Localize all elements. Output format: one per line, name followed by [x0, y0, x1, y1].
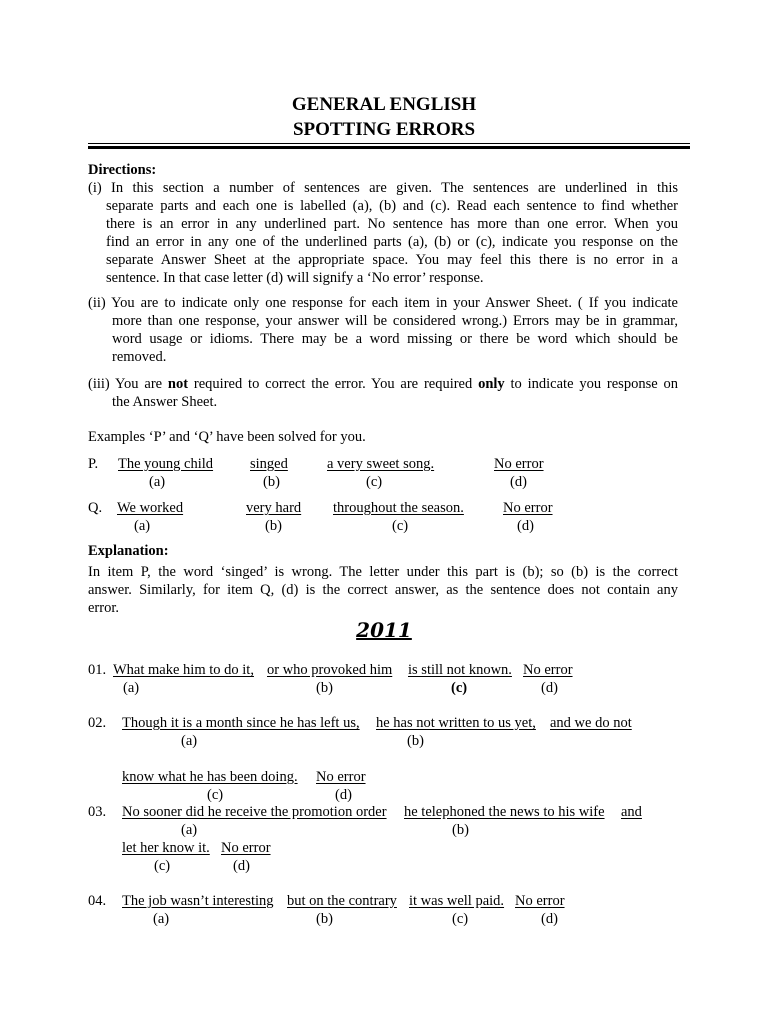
para1-line: sentence. In that case letter (d) will signify a ‘No error’ response. [106, 270, 484, 286]
q1-number: 01. [88, 662, 107, 678]
example-p-label: P. [88, 456, 99, 472]
para2-line: removed. [112, 349, 167, 365]
example-q-letter-a: (a) [134, 518, 151, 534]
title-rule-thick [88, 146, 690, 149]
example-q-part-a: We worked [117, 500, 184, 516]
para1-line: separate parts and each one is labelled (a), (b) and (c). Read each sentence to find whether [106, 198, 678, 214]
q2-part-b: he has not written to us yet, [376, 715, 536, 731]
q4-number: 04. [88, 893, 107, 909]
q1-part-b: or who provoked him [267, 662, 393, 678]
example-p-letter-b: (b) [263, 474, 280, 490]
q2-number: 02. [88, 715, 107, 731]
q4-letter-b: (b) [316, 911, 333, 927]
example-p-letter-d: (d) [510, 474, 527, 490]
q2-letter-d: (d) [335, 787, 352, 803]
directions-paragraph-2 [88, 294, 678, 366]
explanation-line: In item P, the word ‘singed’ is wrong. The letter under this part is (b); so (b) is the correct [88, 564, 678, 580]
example-q-letter-c: (c) [392, 518, 409, 534]
example-p-letter-c: (c) [366, 474, 383, 490]
example-p-part-a: The young child [118, 456, 214, 472]
para1-line: (i) In this section a number of sentences are given. The sentences are underlined in this [88, 180, 678, 196]
q2-letter-b: (b) [407, 733, 424, 749]
q4-part-d: No error [515, 893, 565, 909]
q4-letter-a: (a) [153, 911, 170, 927]
example-p-part-b: singed [250, 456, 288, 472]
para1-line: find an error in any one of the underlined parts (a), (b) or (c), indicate you response on the [106, 234, 678, 250]
explanation-heading: Explanation: [88, 543, 169, 559]
example-q-part-c: throughout the season. [333, 500, 464, 516]
q3-part-d: No error [221, 840, 271, 856]
example-q-part-b: very hard [246, 500, 302, 516]
q1-part-d: No error [523, 662, 573, 678]
q2-part-c-end: know what he has been doing. [122, 769, 298, 785]
explanation-line: error. [88, 600, 119, 616]
para1-line: separate Answer Sheet at the appropriate space. You may feel this there is no error in a [106, 252, 678, 268]
q4-letter-c: (c) [452, 911, 469, 927]
q3-part-c-end: let her know it. [122, 840, 210, 856]
example-p-part-c: a very sweet song. [327, 456, 435, 472]
para2-line: more than one response, your answer will be considered wrong.) Errors may be in grammar, [112, 313, 678, 329]
example-q-letter-d: (d) [517, 518, 534, 534]
q3-letter-b: (b) [452, 822, 469, 838]
directions-paragraph-1 [88, 179, 678, 287]
q3-letter-a: (a) [181, 822, 198, 838]
directions-heading: Directions: [88, 162, 157, 178]
q4-part-b: but on the contrary [287, 893, 397, 909]
para3-line: (iii) You are not required to correct the error. You are required only to indicate you response on [88, 376, 678, 392]
q3-letter-c: (c) [154, 858, 171, 874]
q2-part-c-start: and we do not [550, 715, 632, 731]
example-p-letter-a: (a) [149, 474, 166, 490]
q3-part-b: he telephoned the news to his wife [404, 804, 605, 820]
q3-number: 03. [88, 804, 107, 820]
emphasis-not: not [167, 376, 189, 392]
examples-intro: Examples ‘P’ and ‘Q’ have been solved for you. [88, 429, 366, 445]
q1-letter-c: (c) [451, 680, 468, 696]
q2-letter-a: (a) [181, 733, 198, 749]
q1-part-c: is still not known. [408, 662, 512, 678]
emphasis-only: only [478, 376, 505, 392]
example-q-letter-b: (b) [265, 518, 282, 534]
explanation-paragraph [88, 563, 678, 617]
para2-line: word usage or idioms. There may be a word missing or there be word which should be [112, 331, 678, 347]
page-title: GENERAL ENGLISH [291, 94, 477, 115]
para2-line: (ii) You are to indicate only one response for each item in your Answer Sheet. ( If you indicate [88, 295, 678, 311]
q2-part-d: No error [316, 769, 366, 785]
q3-letter-d: (d) [233, 858, 250, 874]
q2-part-a: Though it is a month since he has left us, [122, 715, 360, 731]
directions-paragraph-3 [88, 375, 678, 411]
q1-letter-a: (a) [123, 680, 140, 696]
example-q-label: Q. [88, 500, 103, 516]
q1-letter-d: (d) [541, 680, 558, 696]
q4-letter-d: (d) [541, 911, 558, 927]
para1-line: there is an error in any underlined part. No sentence has more than one error. When you [106, 216, 678, 232]
q4-part-a: The job wasn’t interesting [122, 893, 274, 909]
page-subtitle: SPOTTING ERRORS [292, 119, 476, 140]
q4-part-c: it was well paid. [409, 893, 505, 909]
q1-part-a: What make him to do it, [113, 662, 254, 678]
title-rule-thin [88, 143, 690, 144]
year-heading: 2011 [356, 618, 412, 642]
q2-letter-c: (c) [207, 787, 224, 803]
explanation-line: answer. Similarly, for item Q, (d) is the correct answer, as the sentence does not contain any [88, 582, 678, 598]
q3-part-a: No sooner did he receive the promotion order [122, 804, 387, 820]
q1-letter-b: (b) [316, 680, 333, 696]
example-p-part-d: No error [494, 456, 544, 472]
example-q-part-d: No error [503, 500, 553, 516]
para3-line: the Answer Sheet. [112, 394, 218, 410]
q3-part-c-start: and [621, 804, 642, 820]
